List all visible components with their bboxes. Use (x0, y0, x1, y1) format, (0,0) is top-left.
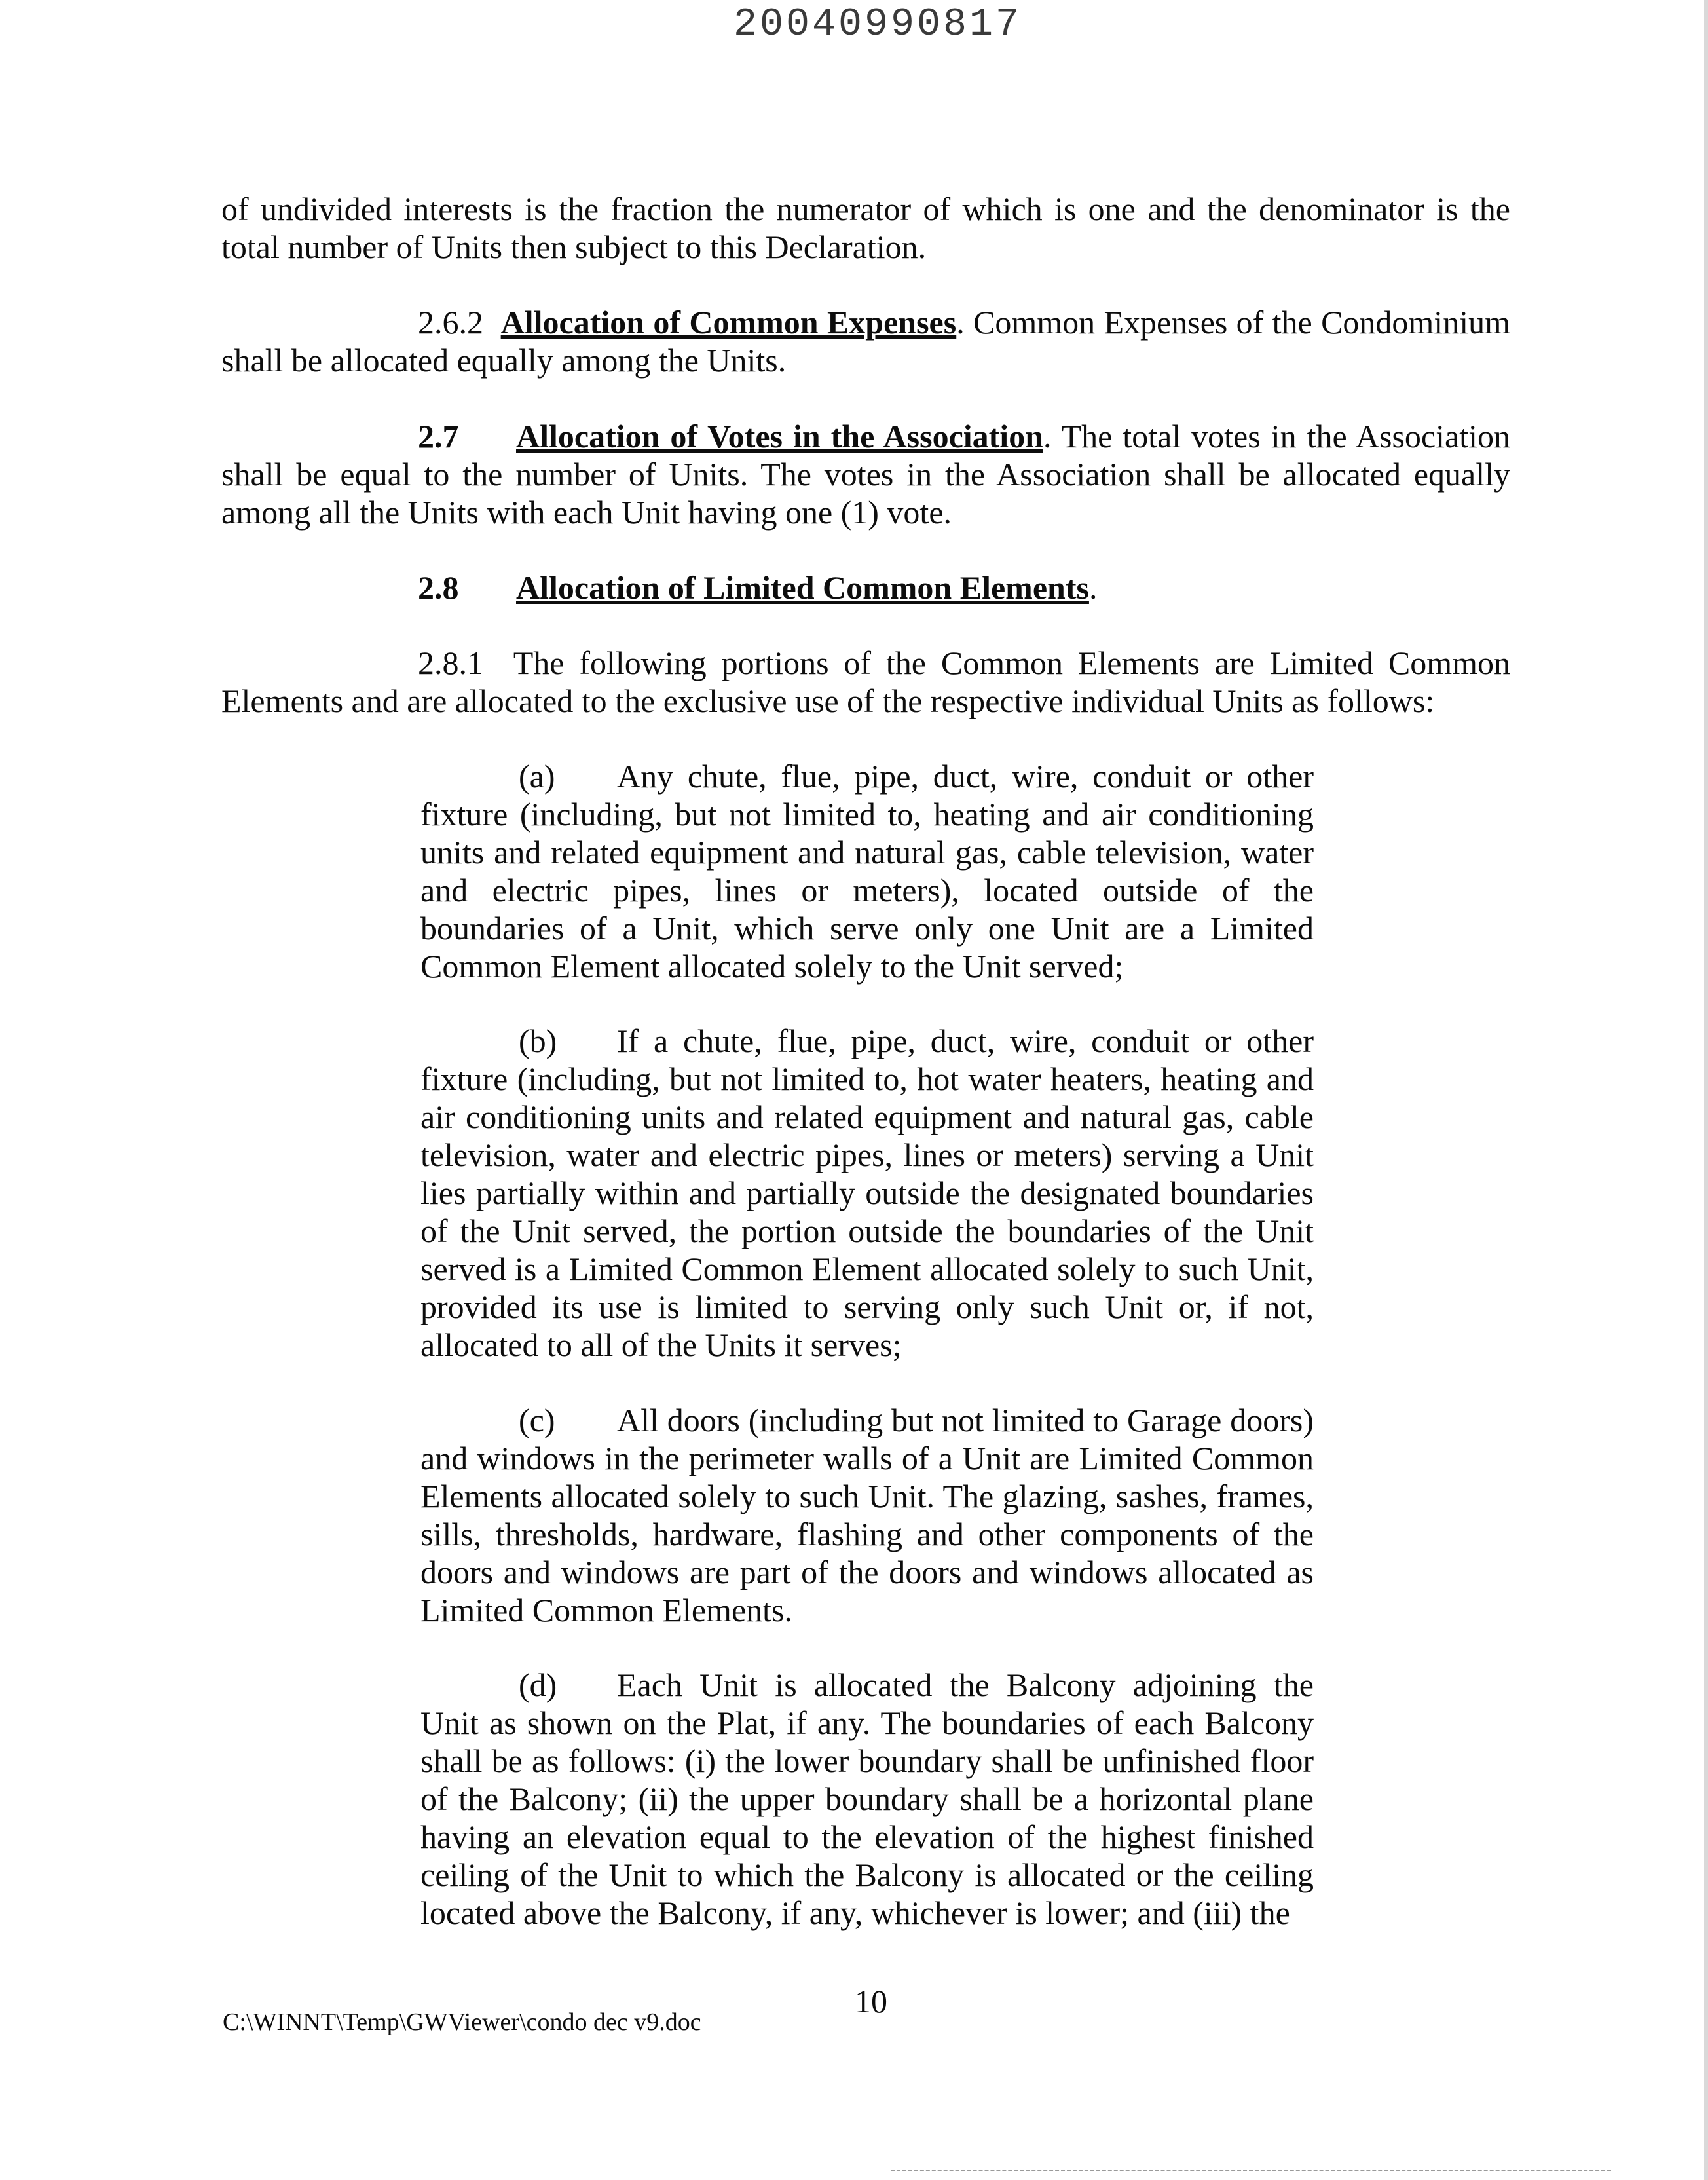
section-number: 2.8.1 (418, 645, 483, 681)
section-number: 2.6.2 (418, 304, 483, 341)
subsection-label: (d) (519, 1666, 557, 1703)
subsection-d (420, 1666, 1314, 1932)
section-2-7 (221, 417, 1510, 531)
subsection-text: If a chute, flue, pipe, duct, wire, conduit or other fixture (including, but not limited to, hot water heaters, heating and air conditioning units and related equipment and natural gas, cable television, water and electric pipes, lines or meters) serving a Unit lies partially within and partially outside the designated boundaries of the Unit served, the portion outside the boundaries of the Unit served is a Limited Common Element allocated solely to such Unit, provided its use is limited to serving only such Unit or, if not, allocated to all of the Units it serves; (420, 1023, 1314, 1363)
section-text: . The total votes in the Association shall be equal to the number of Units. The votes in the Association shall be allocated equally among all the Units with each Unit having one (1) vote. (221, 418, 1510, 531)
section-title: Allocation of Common Expenses (500, 304, 957, 341)
subsection-text: All doors (including but not limited to Garage doors) and windows in the perimeter walls of a Unit are Limited Common Elements allocated solely to such Unit. The glazing, sashes, frames, sills, thresholds, hardware, flashing and other components of the doors and windows are part of the doors and windows allocated as Limited Common Elements. (420, 1402, 1314, 1628)
section-title: Allocation of Votes in the Association (516, 418, 1043, 455)
subsection-a (420, 757, 1314, 985)
subsection-label: (a) (519, 758, 555, 795)
subsection-b (420, 1022, 1314, 1364)
section-title: Allocation of Limited Common Elements (516, 569, 1089, 606)
subsection-text: Each Unit is allocated the Balcony adjoining the Unit as shown on the Plat, if any. The boundaries of each Balcony shall be as follows: (i) the lower boundary shall be unfinished floor of the Balcony; (ii) the upper boundary shall be a horizontal plane having an elevation equal to the elevation of the highest finished ceiling of the Unit to which the Balcony is allocated or the ceiling located above the Balcony, if any, whichever is lower; and (iii) the (420, 1666, 1314, 1931)
document-stamp-number: 20040990817 (733, 3, 1022, 47)
page-number: 10 (855, 1983, 887, 2020)
section-2-8-1 (221, 644, 1510, 720)
footer-file-path: C:\WINNT\Temp\GWViewer\condo dec v9.doc (223, 2008, 701, 2036)
section-number: 2.7 (418, 418, 459, 455)
section-text: The following portions of the Common Elements are Limited Common Elements and are allocated to the exclusive use of the respective individual Units as follows: (221, 645, 1510, 719)
subsection-text: Any chute, flue, pipe, duct, wire, conduit or other fixture (including, but not limited to, heating and air conditioning units and related equipment and natural gas, cable television, water and electric pipes, lines or meters), located outside of the boundaries of a Unit, which serve only one Unit are a Limited Common Element allocated solely to the Unit served; (420, 758, 1314, 985)
section-2-6-2 (221, 303, 1510, 379)
subsection-c (420, 1401, 1314, 1629)
subsection-label: (c) (519, 1402, 555, 1438)
section-text: . (1088, 569, 1098, 606)
bottom-scan-rule (891, 2170, 1611, 2171)
section-text: . Common Expenses of the Condominium shall be allocated equally among the Units. (221, 304, 1510, 379)
subsection-label: (b) (519, 1023, 557, 1059)
section-2-8 (221, 569, 1510, 607)
section-number: 2.8 (418, 569, 459, 606)
paragraph-undivided-interests: of undivided interests is the fraction the numerator of which is one and the denominator is the total number of Units then subject to this Declaration. (221, 191, 1510, 265)
page-edge-shadow (1704, 0, 1708, 2180)
